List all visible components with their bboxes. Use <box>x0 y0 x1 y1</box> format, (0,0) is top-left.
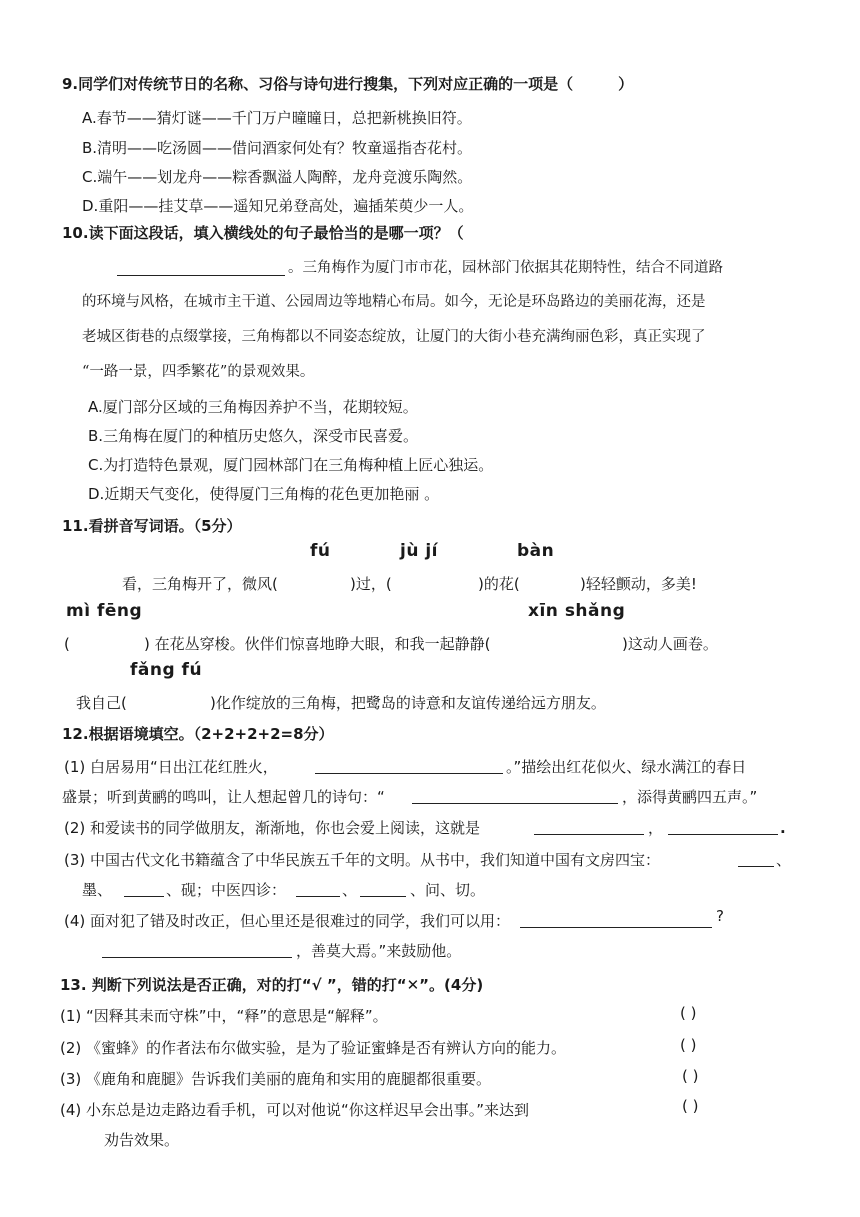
q13-item-1: (1) “因释其耒而守株”中，“释”的意思是“解释”。 <box>60 1007 388 1025</box>
q12-p3-b: 、 <box>776 851 792 869</box>
q12-p4-a: (4) 面对犯了错及时改正，但心里还是很难过的同学，我们可以用： <box>64 912 511 930</box>
q12-p1-b: 。”描绘出红花似火、绿水满江的春日 <box>506 758 747 776</box>
pinyin-ban: bàn <box>517 541 555 561</box>
q12-blank-5[interactable] <box>738 866 774 867</box>
q13-answer-1[interactable]: ( ) <box>680 1004 697 1022</box>
q12-p1-a: (1) 白居易用“日出江花红胜火， <box>64 758 278 776</box>
q10-option-c: C.为打造特色景观，厦门园林部门在三角梅种植上匠心独运。 <box>88 456 494 474</box>
q12-blank-1[interactable] <box>315 773 503 774</box>
q12-blank-4[interactable] <box>668 834 778 835</box>
q12-blank-10[interactable] <box>102 957 292 958</box>
q11-line-3-a: 我自己( <box>76 694 127 712</box>
q10-option-d: D.近期天气变化，使得厦门三角梅的花色更加艳丽 。 <box>88 485 440 503</box>
q10-answer-blank[interactable] <box>117 275 285 276</box>
q12-p2-b: ， <box>648 819 664 837</box>
q10-passage-line-3: 老城区街巷的点缀掌接，三角梅都以不同姿态绽放，让厦门的大街小巷充满绚丽色彩，真正实现了 <box>82 329 706 345</box>
q13-item-3: (3) 《鹿角和鹿腿》告诉我们美丽的鹿角和实用的鹿腿都很重要。 <box>60 1070 492 1088</box>
q11-line-3-b: )化作绽放的三角梅，把鹭岛的诗意和友谊传递给远方朋友。 <box>210 694 606 712</box>
q11-line-1-b: )过，( <box>350 575 392 593</box>
q12-p3-c: 墨、 <box>82 881 113 899</box>
q12-blank-2[interactable] <box>412 803 618 804</box>
q13-answer-4[interactable]: ( ) <box>682 1097 699 1115</box>
q12-p1-d: ，添得黄鹂四五声。” <box>622 788 758 806</box>
q12-p4-b: ? <box>716 907 724 925</box>
q11-line-2-c: )这动人画卷。 <box>622 635 718 653</box>
q13-item-4-cont: 劝告效果。 <box>104 1131 180 1149</box>
pinyin-fu: fú <box>310 541 331 561</box>
q13-stem: 13. 判断下列说法是否正确，对的打“√ ”，错的打“✕”。(4分) <box>60 976 484 994</box>
q11-line-1-c: )的花( <box>478 575 520 593</box>
q12-p2-c: . <box>780 819 786 837</box>
q11-line-2-a: ( <box>64 635 70 653</box>
q13-item-4: (4) 小东总是边走路边看手机，可以对他说“你这样迟早会出事。”来达到 <box>60 1101 530 1119</box>
q10-option-b: B.三角梅在厦门的种植历史悠久，深受市民喜爱。 <box>88 427 419 445</box>
pinyin-juji: jù jí <box>400 541 439 561</box>
q12-blank-3[interactable] <box>534 834 644 835</box>
q12-p3-a: (3) 中国古代文化书籍蕴含了中华民族五千年的文明。从书中，我们知道中国有文房四宝： <box>64 851 661 869</box>
q12-stem: 12.根据语境填空。（2+2+2+2=8分） <box>62 725 334 743</box>
pinyin-fangfu: fǎng fú <box>130 660 203 680</box>
q12-p3-e: 、 <box>342 881 358 899</box>
pinyin-mifeng: mì fēng <box>66 601 143 621</box>
q11-stem: 11.看拼音写词语。（5分） <box>62 517 242 535</box>
q11-line-1-d: )轻轻颤动，多美! <box>580 575 697 593</box>
q10-passage-line-2: 的环境与风格，在城市主干道、公园周边等地精心布局。如今，无论是环岛路边的美丽花海，还是 <box>82 294 706 310</box>
q12-blank-9[interactable] <box>520 927 712 928</box>
q10-passage-line-1: 。三角梅作为厦门市市花，园林部门依据其花期特性，结合不同道路 <box>288 260 723 276</box>
q9-option-c: C.端午——划龙舟——粽香飘溢人陶醉，龙舟竞渡乐陶然。 <box>82 168 473 186</box>
q9-stem: 9.同学们对传统节日的名称、习俗与诗句进行搜集，下列对应正确的一项是（ ） <box>62 75 634 93</box>
q11-line-2-b: ) 在花丛穿梭。伙伴们惊喜地睁大眼，和我一起静静( <box>144 635 491 653</box>
q12-p3-d: 、砚；中医四诊： <box>166 881 287 899</box>
q9-option-b: B.清明——吃汤圆——借问酒家何处有？牧童遥指杏花村。 <box>82 139 473 157</box>
q13-answer-3[interactable]: ( ) <box>682 1067 699 1085</box>
q11-line-1-a: 看，三角梅开了，微风( <box>122 575 278 593</box>
q9-option-a: A.春节——猜灯谜——千门万户曈曈日，总把新桃换旧符。 <box>82 109 472 127</box>
q13-item-2: (2) 《蜜蜂》的作者法布尔做实验，是为了验证蜜蜂是否有辨认方向的能力。 <box>60 1039 567 1057</box>
q10-passage-line-4: “一路一景，四季繁花”的景观效果。 <box>82 364 315 380</box>
q10-option-a: A.厦门部分区域的三角梅因养护不当，花期较短。 <box>88 398 418 416</box>
q12-p3-f: 、问、切。 <box>410 881 486 899</box>
q10-stem: 10.读下面这段话，填入横线处的句子最恰当的是哪一项？（ <box>62 224 464 242</box>
q13-answer-2[interactable]: ( ) <box>680 1036 697 1054</box>
q12-p4-c: ，善莫大焉。”来鼓励他。 <box>296 942 462 960</box>
q9-option-d: D.重阳——挂艾草——遥知兄弟登高处，遍插茱萸少一人。 <box>82 197 474 215</box>
q12-p2-a: (2) 和爱读书的同学做朋友，渐渐地，你也会爱上阅读，这就是 <box>64 819 481 837</box>
q12-blank-7[interactable] <box>296 896 340 897</box>
pinyin-xinshang: xīn shǎng <box>528 601 626 621</box>
q12-p1-c: 盛景；听到黄鹂的鸣叫，让人想起曾几的诗句：“ <box>62 788 385 806</box>
q12-blank-8[interactable] <box>360 896 406 897</box>
q12-blank-6[interactable] <box>124 896 164 897</box>
